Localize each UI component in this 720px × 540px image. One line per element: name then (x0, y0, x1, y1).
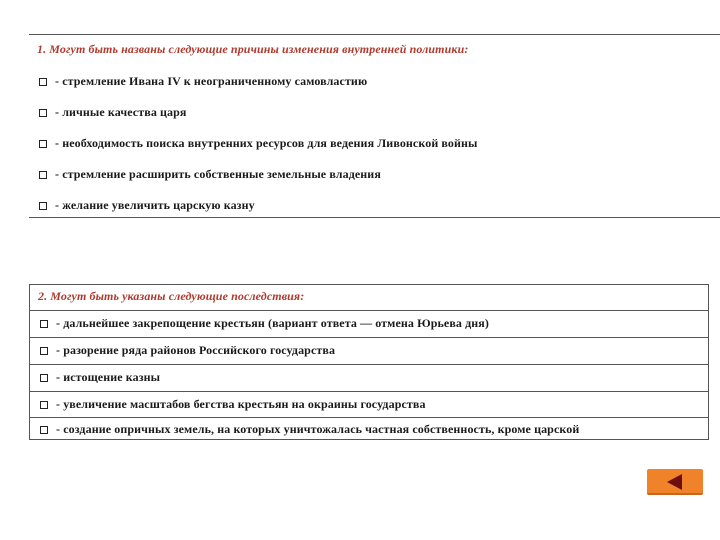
causes-heading: 1. Могут быть названы следующие причины изменения внутренней политики: (37, 42, 469, 56)
consequence-item-text: - увеличение масштабов бегства крестьян на окраины государства (56, 397, 426, 411)
consequence-row (30, 337, 708, 364)
checkbox-icon (39, 78, 47, 86)
cause-item-text: - стремление Ивана IV к неограниченному самовластию (55, 74, 368, 88)
checkbox-icon (40, 374, 48, 382)
consequence-row (30, 417, 708, 440)
cause-item (39, 105, 187, 120)
consequences-section (29, 284, 709, 440)
checkbox-icon (39, 202, 47, 210)
consequence-row (30, 364, 708, 391)
checkbox-icon (40, 320, 48, 328)
cause-item-text: - необходимость поиска внутренних ресурсов для ведения Ливонской войны (55, 136, 478, 150)
cause-item (39, 74, 367, 89)
checkbox-icon (39, 171, 47, 179)
consequence-item-text: - дальнейшее закрепощение крестьян (вариант ответа — отмена Юрьева дня) (56, 316, 489, 330)
consequence-item-text: - разорение ряда районов Российского государства (56, 343, 336, 357)
back-button[interactable] (647, 469, 703, 495)
consequence-item (40, 397, 426, 412)
cause-item-text: - желание увеличить царскую казну (55, 198, 255, 212)
checkbox-icon (40, 347, 48, 355)
consequence-item (40, 316, 489, 331)
cause-item (39, 136, 478, 151)
consequences-heading: 2. Могут быть указаны следующие последствия: (38, 289, 305, 303)
consequence-item-text: - истощение казны (56, 370, 161, 384)
consequence-row (30, 310, 708, 337)
consequence-row (30, 391, 708, 417)
consequence-item (40, 370, 160, 385)
consequence-item (40, 343, 335, 358)
cause-item (39, 167, 381, 182)
consequence-item (40, 422, 579, 437)
consequence-item-text: - создание опричных земель, на которых уничтожалась частная собственность, кроме царской (56, 422, 580, 436)
cause-item-text: - личные качества царя (55, 105, 187, 119)
checkbox-icon (40, 426, 48, 434)
cause-item-text: - стремление расширить собственные земельные владения (55, 167, 381, 181)
checkbox-icon (40, 401, 48, 409)
checkbox-icon (39, 109, 47, 117)
cause-item (39, 198, 255, 213)
triangle-left-icon (667, 474, 682, 490)
causes-section (29, 34, 720, 218)
checkbox-icon (39, 140, 47, 148)
